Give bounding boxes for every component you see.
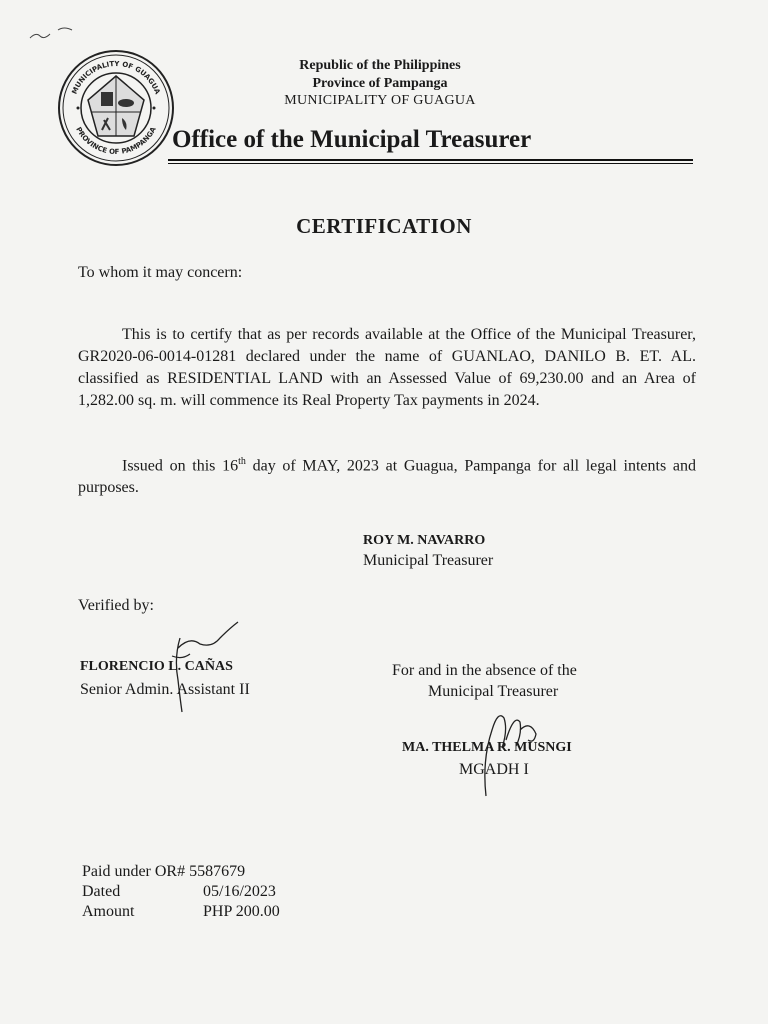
handwritten-mark: [28, 22, 78, 42]
issuance-prefix: Issued on this 16: [122, 457, 239, 475]
absence-note-line2: Municipal Treasurer: [428, 683, 559, 700]
seal-bottom-text: PROVINCE OF PAMPANGA: [74, 125, 158, 157]
oic-name: MA. THELMA R. MUSNGI: [402, 740, 572, 755]
or-label: Paid under OR#: [82, 863, 186, 880]
payment-or-row: [82, 862, 245, 882]
or-number: 5587679: [189, 863, 246, 880]
header-rule-thin: [168, 163, 693, 164]
document-title: CERTIFICATION: [296, 214, 472, 238]
signatory-title: Municipal Treasurer: [363, 552, 494, 569]
municipal-seal-logo: [56, 48, 176, 168]
certification-paragraph: This is to certify that as per records available at the Office of the Municipal Treasurer, GR2020-06-0014-01281 declared under the name of GUANLAO, DANILO B. ET. AL. classified as RESIDENTIAL LAND with an Assessed Value of 69,230.00 and an Area of 1,282.00 sq. m. will commence its Real Property Tax payments in 2024.: [78, 326, 696, 409]
office-title: Office of the Municipal Treasurer: [172, 126, 532, 153]
seal-top-text: MUNICIPALITY OF GUAGUA: [70, 59, 162, 96]
date-label: Dated: [82, 883, 121, 900]
municipality-line: MUNICIPALITY OF GUAGUA: [284, 93, 476, 108]
date-value: 05/16/2023: [203, 883, 276, 900]
salutation: To whom it may concern:: [78, 264, 243, 281]
amount-label: Amount: [82, 903, 135, 920]
signatory-name: ROY M. NAVARRO: [363, 533, 486, 548]
verified-by-label: Verified by:: [78, 597, 154, 614]
ordinal-suffix: th: [238, 456, 246, 467]
country-line: Republic of the Philippines: [299, 58, 461, 73]
absence-note-line1: For and in the absence of the: [392, 662, 577, 679]
issuance-paragraph: [78, 451, 696, 499]
verifier-title: Senior Admin. Assistant II: [80, 681, 250, 698]
amount-value: PHP 200.00: [203, 903, 280, 920]
province-line: Province of Pampanga: [312, 76, 448, 91]
oic-title: MGADH I: [459, 761, 529, 778]
header-rule-thick: [168, 159, 693, 161]
verifier-name: FLORENCIO L. CAÑAS: [80, 659, 233, 674]
issuance-suffix: day of MAY, 2023 at Guagua, Pampanga for all legal intents and purposes.: [78, 457, 696, 497]
